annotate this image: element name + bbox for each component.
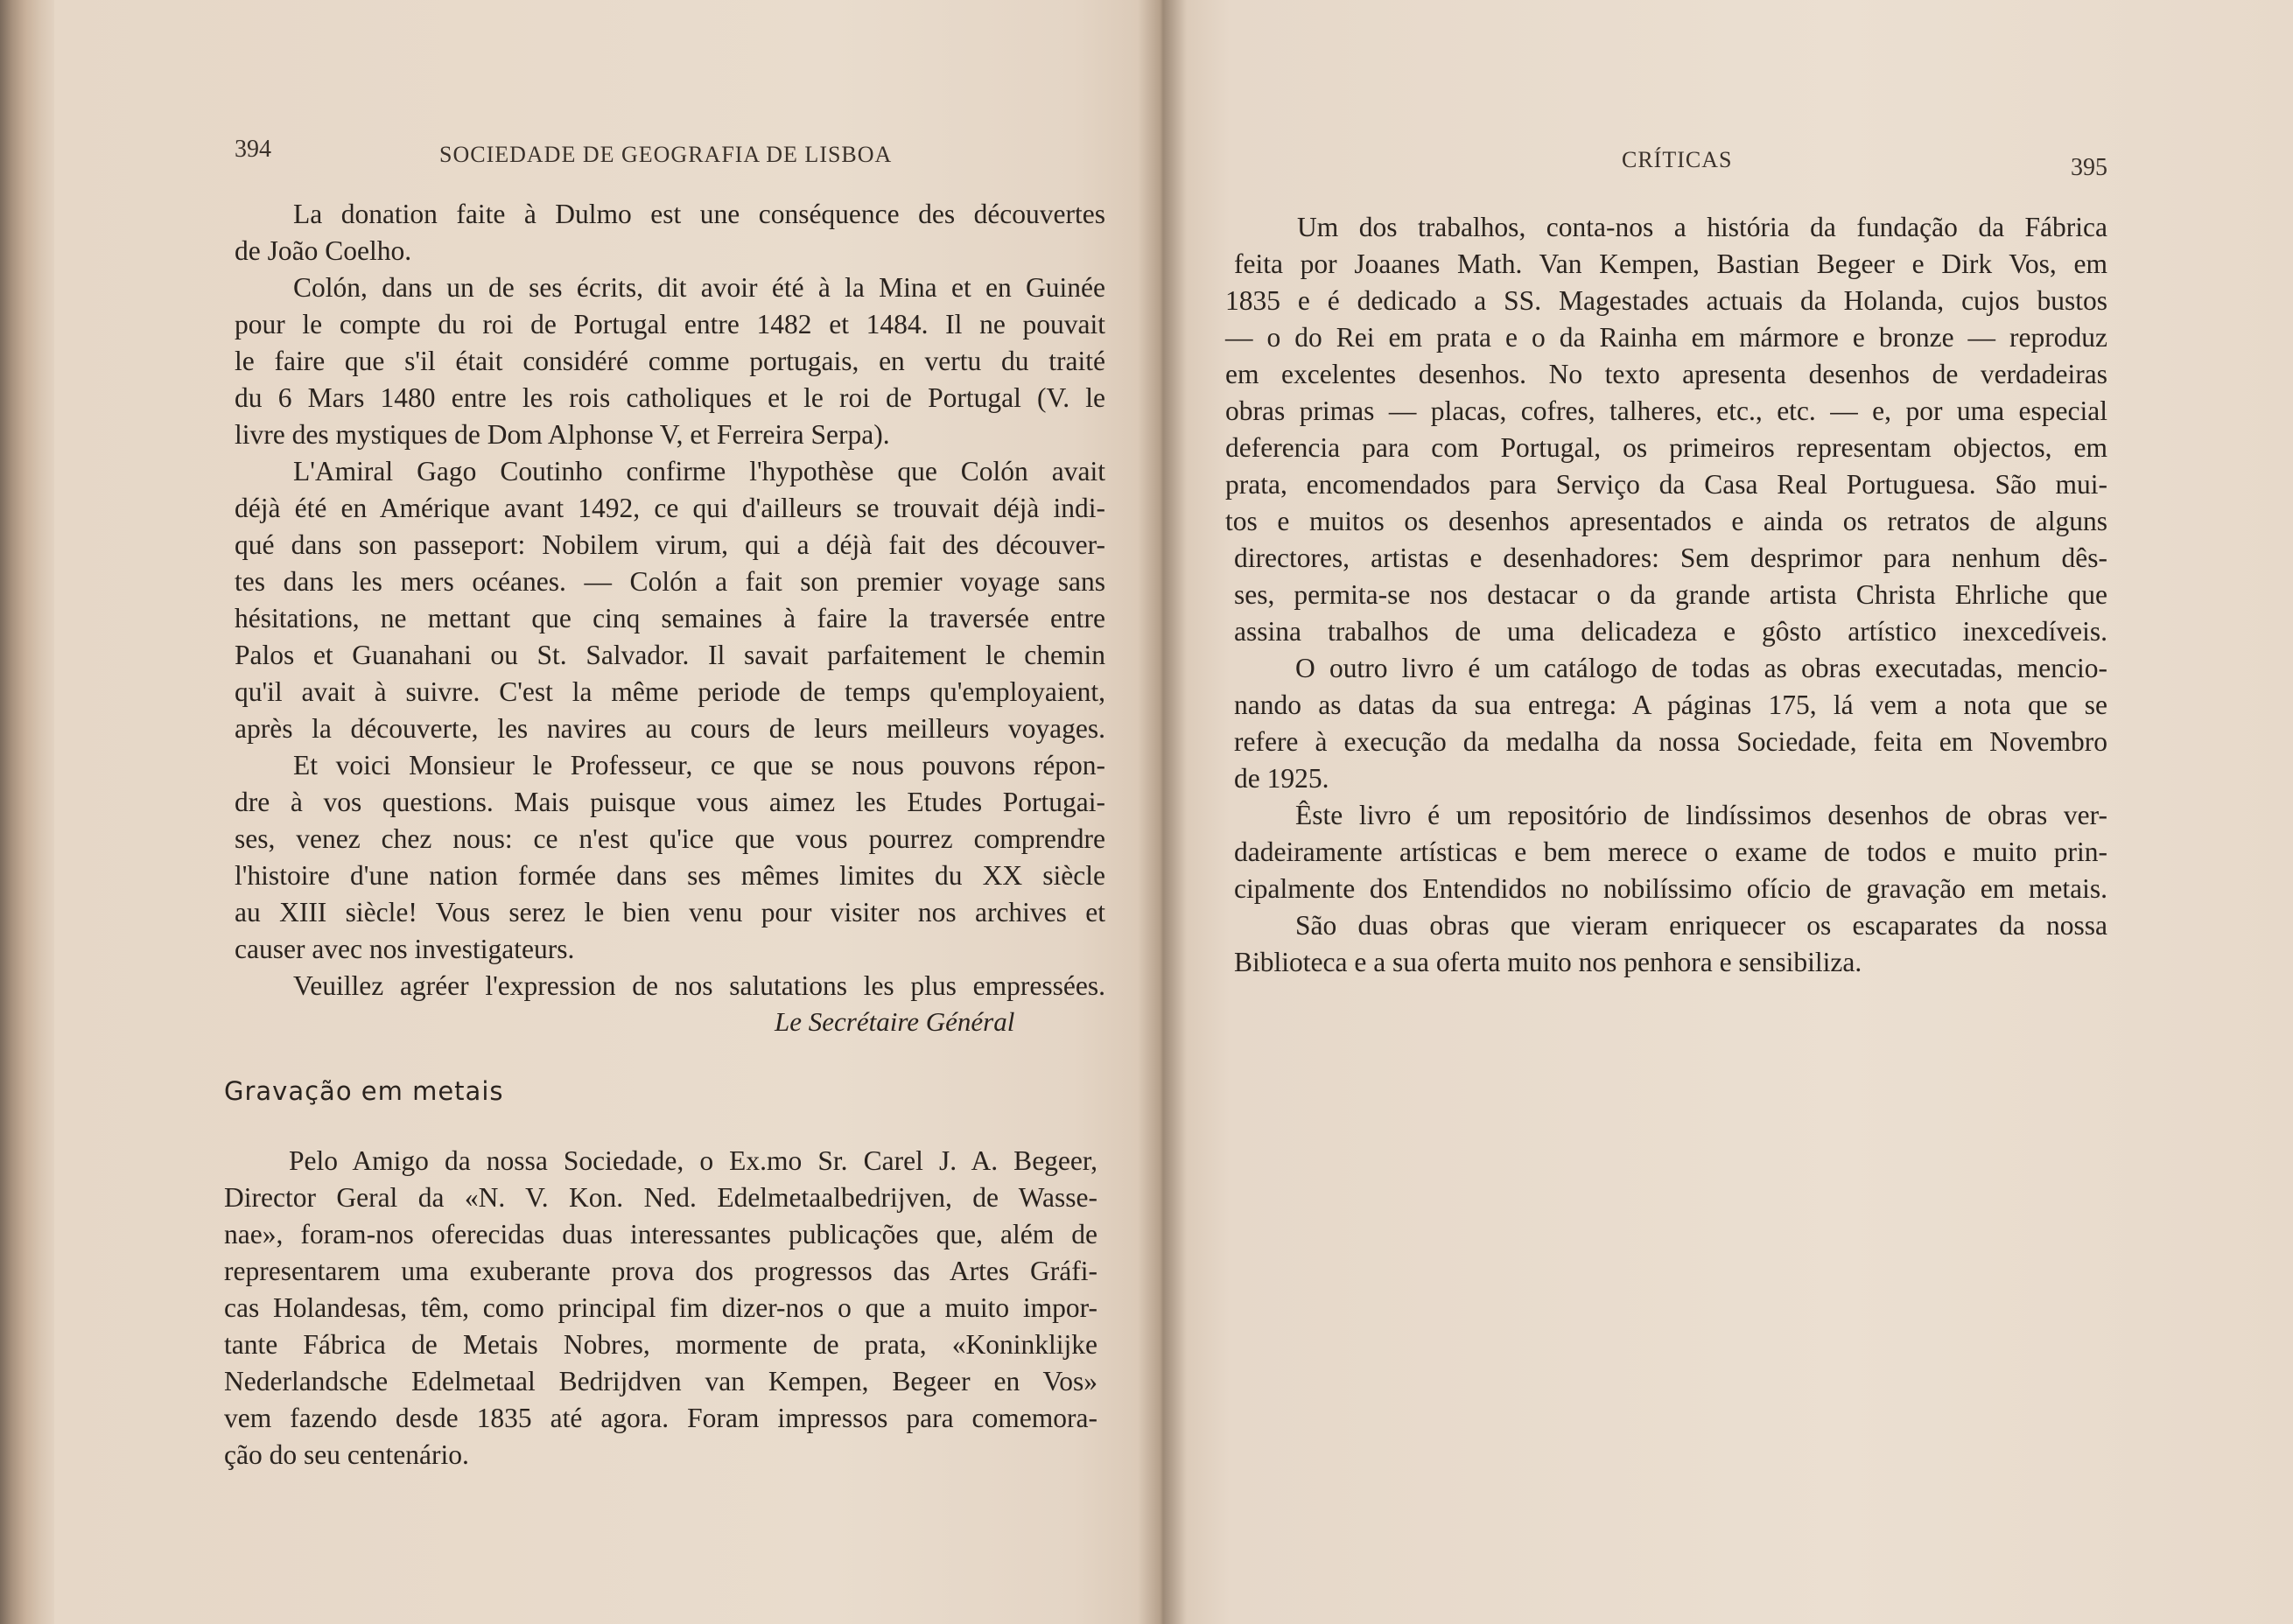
signature: Le Secrétaire Général [775, 1006, 1015, 1037]
text-line: hésitations, ne mettant que cinq semaines à faire la traversée entre [235, 603, 1105, 634]
text-line: Nederlandsche Edelmetaal Bedrijdven van Kempen, Begeer en Vos» [224, 1366, 1097, 1396]
text-line: Palos et Guanahani ou St. Salvador. Il savait parfaitement le chemin [235, 640, 1105, 670]
text-line: Colón, dans un de ses écrits, dit avoir été à la Mina et en Guinée [293, 272, 1105, 303]
text-line: dre à vos questions. Mais puisque vous aimez les Etudes Portugai- [235, 787, 1105, 817]
text-line: pour le compte du roi de Portugal entre 1482 et 1484. Il ne pouvait [235, 309, 1105, 340]
text-line: obras primas — placas, cofres, talheres, etc., etc. — e, por uma especial [1225, 396, 2107, 426]
text-line: causer avec nos investigateurs. [235, 934, 575, 964]
section-title: Gravação em metais [224, 1076, 504, 1106]
left-page-number: 394 [235, 136, 271, 163]
text-line: de João Coelho. [235, 235, 412, 266]
text-line: livre des mystiques de Dom Alphonse V, et Ferreira Serpa). [235, 419, 890, 450]
text-line: l'histoire d'une nation formée dans ses mêmes limites du XX siècle [235, 860, 1105, 891]
text-line: tes dans les mers océanes. — Colón a fait son premier voyage sans [235, 566, 1105, 597]
text-line: directores, artistas e desenhadores: Sem desprimor para nenhum dês- [1234, 542, 2107, 573]
text-line: prata, encomendados para Serviço da Casa Real Portuguesa. São mui- [1225, 469, 2107, 500]
text-line: dadeiramente artísticas e bem merece o exame de todos e muito prin- [1234, 836, 2107, 867]
text-line: São duas obras que vieram enriquecer os escaparates da nossa [1295, 910, 2107, 941]
text-line: qué dans son passeport: Nobilem virum, qui a déjà fait des découver- [235, 529, 1105, 560]
text-line: em excelentes desenhos. No texto apresenta desenhos de verdadeiras [1225, 359, 2107, 389]
text-line: cipalmente dos Entendidos no nobilíssimo ofício de gravação em metais. [1234, 873, 2107, 904]
text-line: O outro livro é um catálogo de todas as obras executadas, mencio- [1295, 653, 2107, 683]
text-line: du 6 Mars 1480 entre les rois catholiques et le roi de Portugal (V. le [235, 382, 1105, 413]
text-line: nando as datas da sua entrega: A páginas 175, lá vem a nota que se [1234, 690, 2107, 720]
text-line: 1835 e é dedicado a SS. Magestades actuais da Holanda, cujos bustos [1225, 285, 2107, 316]
text-line: La donation faite à Dulmo est une conséquence des découvertes [293, 199, 1105, 229]
text-line: Um dos trabalhos, conta-nos a história da fundação da Fábrica [1297, 212, 2107, 242]
text-line: le faire que s'il était considéré comme portugais, en vertu du traité [235, 346, 1105, 376]
gutter-shadow [1138, 0, 1187, 1624]
text-line: ção do seu centenário. [224, 1439, 469, 1470]
text-line: tos e muitos os desenhos apresentados e ainda os retratos de alguns [1225, 506, 2107, 536]
text-line: ses, permita-se nos destacar o da grande artista Christa Ehrliche que [1234, 579, 2107, 610]
right-running-head: CRÍTICAS [1622, 147, 1733, 172]
page-edges [0, 0, 54, 1624]
text-line: feita por Joaanes Math. Van Kempen, Bastian Begeer e Dirk Vos, em [1234, 248, 2107, 279]
left-running-head: SOCIEDADE DE GEOGRAFIA DE LISBOA [439, 142, 893, 167]
text-line: Pelo Amigo da nossa Sociedade, o Ex.mo Sr. Carel J. A. Begeer, [289, 1145, 1097, 1176]
text-line: déjà été en Amérique avant 1492, ce qui d'ailleurs se trouvait déjà indi- [235, 493, 1105, 523]
text-line: au XIII siècle! Vous serez le bien venu pour visiter nos archives et [235, 897, 1105, 928]
text-line: qu'il avait à suivre. C'est la même periode de temps qu'employaient, [235, 676, 1105, 707]
text-line: Et voici Monsieur le Professeur, ce que se nous pouvons répon- [293, 750, 1105, 780]
text-line: representarem uma exuberante prova dos progressos das Artes Gráfi- [224, 1256, 1097, 1286]
text-line: tante Fábrica de Metais Nobres, mormente de prata, «Koninklijke [224, 1329, 1097, 1360]
text-line: après la découverte, les navires au cours de leurs meilleurs voyages. [235, 713, 1105, 744]
text-line: L'Amiral Gago Coutinho confirme l'hypothèse que Colón avait [293, 456, 1105, 486]
text-line: deferencia para com Portugal, os primeiros representam objectos, em [1225, 432, 2107, 463]
text-line: — o do Rei em prata e o da Rainha em mármore e bronze — reproduz [1225, 322, 2107, 353]
text-line: vem fazendo desde 1835 até agora. Foram impressos para comemora- [224, 1403, 1097, 1433]
right-page-number: 395 [2071, 154, 2107, 181]
text-line: Veuillez agréer l'expression de nos salutations les plus empressées. [293, 970, 1105, 1001]
text-line: Biblioteca e a sua oferta muito nos penhora e sensibiliza. [1234, 947, 1862, 977]
text-line: nae», foram-nos oferecidas duas interessantes publicações que, além de [224, 1219, 1097, 1250]
text-line: de 1925. [1234, 763, 1329, 794]
text-line: ses, venez chez nous: ce n'est qu'ice que vous pourrez comprendre [235, 823, 1105, 854]
text-line: assina trabalhos de uma delicadeza e gôsto artístico inexcedíveis. [1234, 616, 2107, 647]
text-line: cas Holandesas, têm, como principal fim dizer-nos o que a muito impor- [224, 1292, 1097, 1323]
text-line: Êste livro é um repositório de lindíssimos desenhos de obras ver- [1295, 800, 2107, 830]
text-line: refere à execução da medalha da nossa Sociedade, feita em Novembro [1234, 726, 2107, 757]
text-line: Director Geral da «N. V. Kon. Ned. Edelmetaalbedrijven, de Wasse- [224, 1182, 1097, 1213]
